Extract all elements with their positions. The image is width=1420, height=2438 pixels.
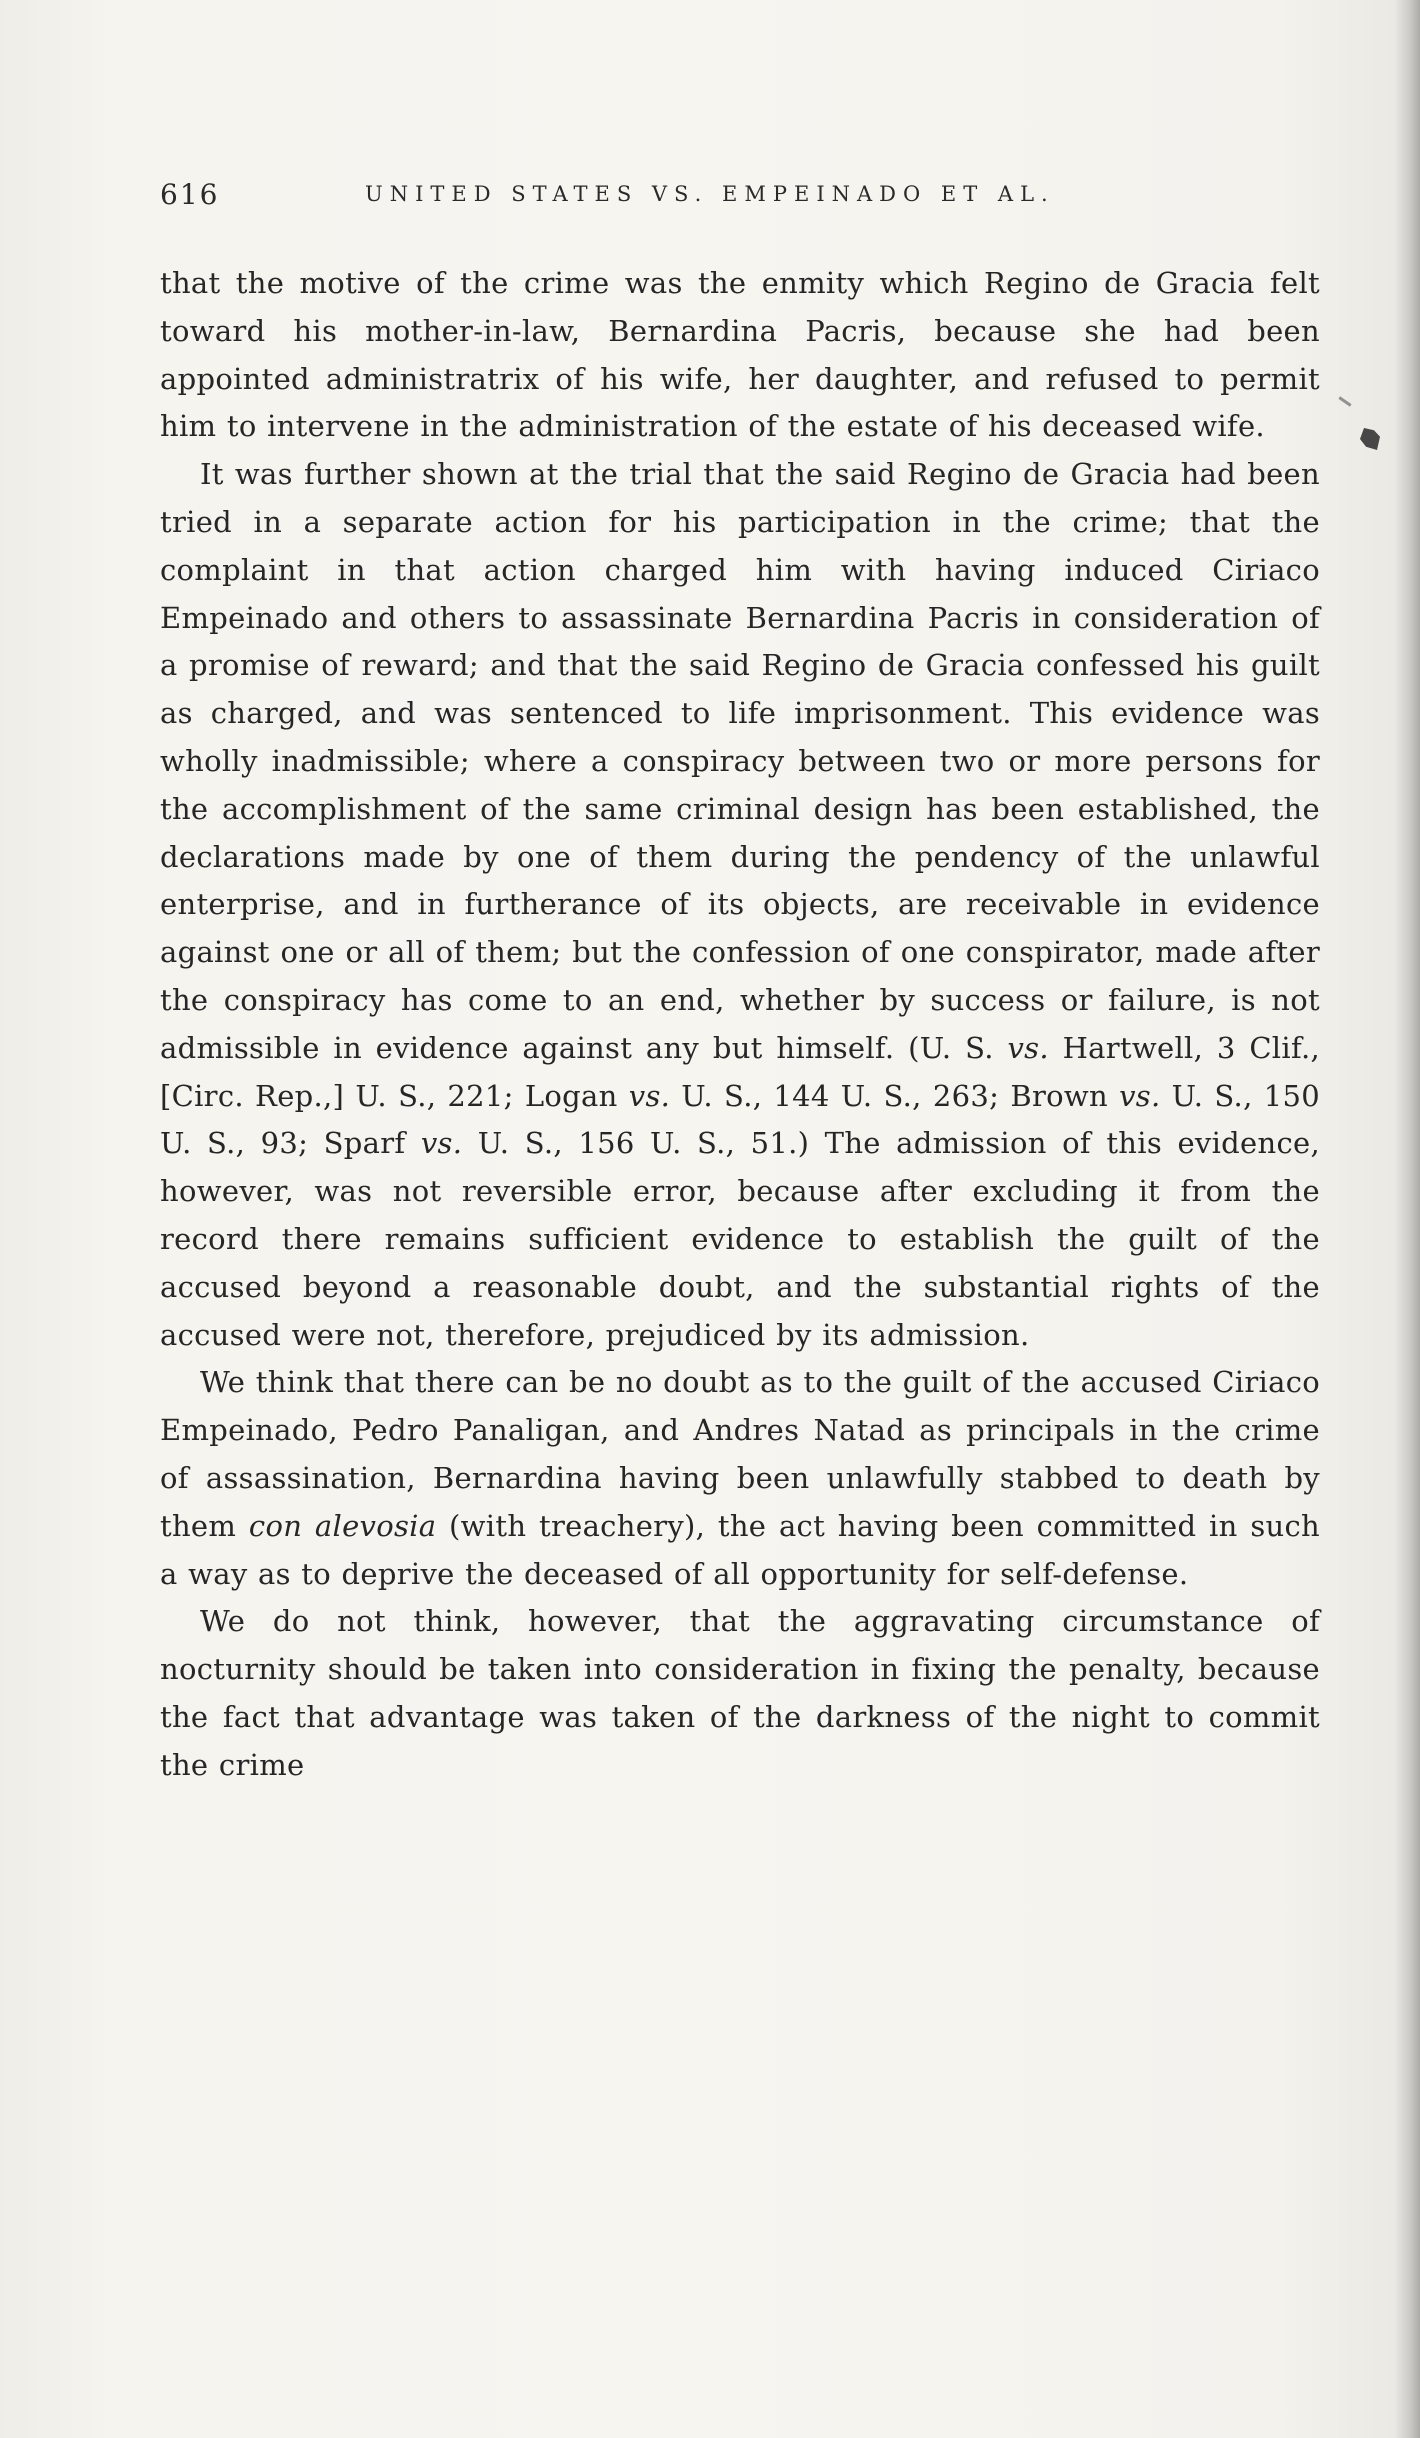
italic-text: con alevosia (248, 1508, 437, 1543)
italic-text: vs. (1007, 1030, 1049, 1065)
text-segment: U. S., 156 U. S., 51.) The admission of this evidence, however, was not reversible error, because after excluding it from the record there remains sufficient evidence to establish the guilt of the accused beyond a reasonable doubt, and the substantial rights of the accused were not, therefore, prejudiced by its admission. (160, 1126, 1320, 1352)
page-number: 616 (160, 178, 220, 211)
paragraph (160, 260, 1320, 451)
text-segment: (with treachery), the act having been committed in such a way as to deprive the deceased of all opportunity for self-defense. (160, 1508, 1321, 1591)
italic-text: vs. (1119, 1078, 1161, 1113)
text-segment: We think that there can be no doubt as to the guilt of the accused Ciriaco Empeinado, Pedro Panaligan, and Andres Natad as principals in the crime of assassination, Bernardina having been unlawfully stabbed to death by them (160, 1365, 1320, 1543)
italic-text: vs. (628, 1078, 671, 1113)
text-segment: U. S., 144 U. S., 263; Brown (670, 1078, 1120, 1113)
paragraph (160, 1359, 1320, 1598)
ink-mark (1338, 396, 1351, 406)
page-edge-shadow (1394, 0, 1420, 2438)
paragraph (160, 451, 1320, 1359)
text-segment: It was further shown at the trial that the said Regino de Gracia had been tried in a separate action for his participation in the crime; that the complaint in that action charged him with having induced Ciriaco Empeinado and others to assassinate Bernardina Pacris in consideration of a promise of reward; and that the said Regino de Gracia confessed his guilt as charged, and was sentenced to life imprisonment. This evidence was wholly inadmissible; where a conspiracy between two or more persons for the accomplishment of the same criminal design has been established, the declarations made by one of them during the pendency of the unlawful enterprise, and in furtherance of its objects, are receivable in evidence against one or all of them; but the confession of one conspirator, made after the conspiracy has come to an end, whether by success or failure, is not admissible in evidence against any but himself. (U. S. (160, 457, 1320, 1065)
running-head: UNITED STATES VS. EMPEINADO ET AL. (365, 182, 1055, 206)
ink-blot (1360, 428, 1380, 450)
italic-text: vs. (420, 1126, 463, 1161)
body-text (160, 260, 1320, 1790)
text-segment: Hartwell, 3 Clif., [Circ. Rep.,] U. S., 221; Logan (160, 1030, 1320, 1113)
page-header (160, 178, 1320, 218)
paragraph (160, 1598, 1320, 1789)
text-segment: U. S., 150 U. S., 93; Sparf (160, 1078, 1320, 1161)
text-segment: that the motive of the crime was the enmity which Regino de Gracia felt toward his mother-in-law, Bernardina Pacris, because she had been appointed administratrix of his wife, her daughter, and refused to permit him to intervene in the administration of the estate of his deceased wife. (160, 266, 1320, 444)
text-segment: We do not think, however, that the aggravating circumstance of nocturnity should be taken into consideration in fixing the penalty, because the fact that advantage was taken of the darkness of the night to commit the crime (160, 1604, 1320, 1782)
